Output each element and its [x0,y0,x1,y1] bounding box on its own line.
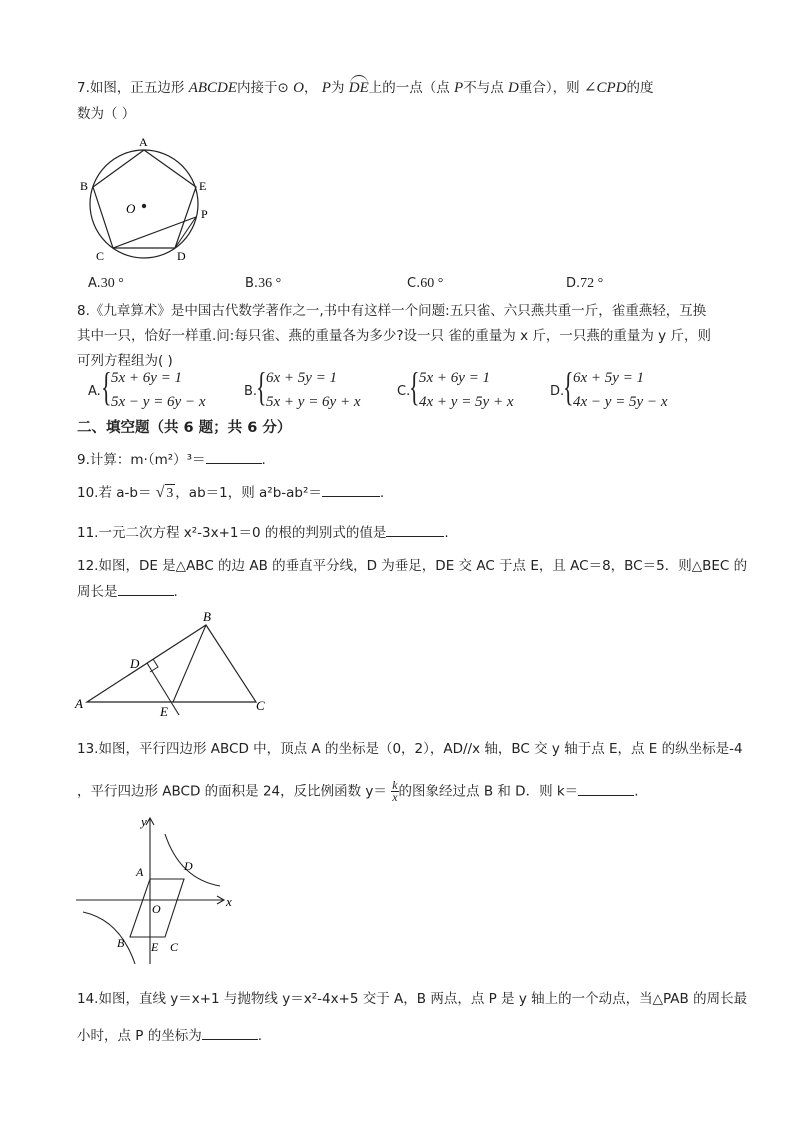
equation: 5x + 6y = 1 [419,370,491,386]
q7-number: 7. [77,80,90,96]
q12-line-1: 12.如图，DE 是△ABC 的边 AB 的垂直平分线，D 为垂足，DE 交 AC 于点 E，且 AC＝8，BC＝5．则△BEC 的 [77,558,748,574]
q7-option-b [245,276,281,292]
q7-label-d: D [177,249,186,263]
q13-end: . [634,783,639,800]
q7-option-d [566,276,603,292]
q13-fraction [391,780,398,803]
q13-answer-blank [578,783,634,796]
q7-point-d: D [508,80,519,96]
q13-label-c: C [170,940,179,954]
q7-text: ， [303,80,322,96]
q13-label-b: B [117,936,125,950]
q7-center-dot [142,204,146,208]
q13-hyperbola-branch-2 [83,912,135,964]
q9-text: 9.计算：m·（m²）³＝ [77,452,206,468]
q7-line-1 [77,79,653,97]
q7-line-2: 数为（ ） [77,106,136,122]
q14-line-2 [77,1027,262,1045]
q7-point-p: P [321,80,331,96]
q11-end: . [444,525,449,541]
q7-text: 上的一点（点 [368,80,455,96]
option-letter: D. [566,276,581,291]
q7-pentagon-figure [76,134,226,266]
q9-line [77,451,266,469]
q8-option-b-letter: B. [244,384,258,399]
equation: 5x + 6y = 1 [111,370,183,386]
q7-angle: ∠CPD [583,80,627,96]
q7-arc-de: DE [348,80,369,96]
q10-end: . [379,485,385,501]
q9-answer-blank [206,451,262,464]
q7-text: 的度 [626,80,654,96]
q7-label-c: C [96,249,105,263]
q14-answer-blank [202,1027,258,1040]
q7-segment-pd [175,217,196,248]
q13-label-y: y [141,814,147,829]
q7-label-a: A [139,135,148,149]
q7-point-p: P [454,80,464,96]
equation: 6x + 5y = 1 [573,370,645,386]
q7-text: 内接于⊙ [237,80,294,96]
q11-text: 11.一元二次方程 x²-3x+1＝0 的根的判别式的值是 [77,525,387,541]
q8-option-a-letter: A. [88,384,101,399]
equation: 6x + 5y = 1 [266,370,338,386]
q8-line-3: 可列方程组为( ) [77,353,173,369]
option-value: 30 ° [100,276,124,291]
q12-end: . [173,584,178,600]
q13-line-1: 13.如图，平行四边形 ABCD 中，顶点 A 的坐标是（0，2），AD//x 轴，BC 交 y 轴于点 E，点 E 的纵坐标是-4 [77,741,743,757]
q13-label-d: D [184,859,193,873]
q10-answer-blank [322,484,380,497]
q7-option-a [88,276,124,292]
frac-numerator: k [392,778,398,792]
q12-label-b: B [203,609,211,624]
q10-text: ，ab＝1，则 a²b-ab²＝ [175,485,322,501]
equation: 4x − y = 5y − x [573,394,668,410]
q12-line-2 [77,583,178,601]
frac-denominator: x [392,790,398,804]
q12-label-a: A [75,696,83,711]
equation: 5x + y = 6y + x [266,394,361,410]
q13-label-a: A [136,865,144,879]
q11-line [77,524,449,542]
q13-text: ，平行四边形 ABCD 的面积是 24，反比例函数 y＝ [77,783,392,800]
q11-answer-blank [386,524,444,537]
q12-label-e: E [160,704,168,719]
q7-label-e: E [199,179,207,193]
q7-label-p: P [201,207,208,221]
equation: 4x + y = 5y + x [419,394,514,410]
q7-segment-cp [113,217,196,248]
q13-label-x: x [226,894,232,909]
q7-pentagon-label: ABCDE [188,80,238,96]
q14-line-1: 14.如图，直线 y＝x+1 与抛物线 y＝x²-4x+5 交于 A，B 两点，点 P 是 y 轴上的一个动点，当△PAB 的周长最 [77,991,748,1007]
sqrt-icon: √ [155,484,165,501]
q13-line-2 [77,780,638,803]
option-value: 72 ° [580,276,604,291]
option-value: 60 ° [420,276,444,291]
q7-text: 不与点 [463,80,508,96]
q7-label-o: O [126,201,136,216]
option-letter: C. [407,276,421,291]
q7-circle-label: O [293,80,304,96]
q7-option-c [407,276,443,292]
q10-line [77,484,384,502]
q13-text: 的图象经过点 B 和 D．则 k＝ [398,783,579,800]
q8-line-2: 其中一只，恰好一样重.问:每只雀、燕的重量各为多少?设一只 雀的重量为 x 斤，一只燕的重量为 y 斤，则 [77,328,711,344]
q8-line-1: 8.《九章算术》是中国古代数学著作之一,书中有这样一个问题:五只雀、六只燕共重一斤，雀重燕轻，互换 [77,303,707,319]
q14-end: . [257,1028,263,1044]
q12-segment-be [173,625,206,702]
q12-text: 周长是 [77,584,118,600]
q13-label-o: O [152,902,161,916]
equation: 5x − y = 6y − x [111,394,206,410]
q9-end: . [261,452,266,468]
q7-text: 如图，正五边形 [89,80,189,96]
q8-option-d-letter: D. [550,384,565,399]
q13-coordinate-figure [70,812,240,972]
q12-label-d: D [130,656,140,671]
q7-text: 为 [330,80,349,96]
option-letter: B. [245,276,259,291]
q12-triangle-figure [70,608,280,720]
q12-answer-blank [118,583,174,596]
option-letter: A. [88,276,101,291]
section-title: 二、填空题（共 6 题；共 6 分） [77,420,292,436]
option-value: 36 ° [258,276,282,291]
q12-triangle [87,625,256,702]
q14-text: 小时，点 P 的坐标为 [77,1028,202,1044]
q8-option-c-letter: C. [397,384,411,399]
q7-label-b: B [80,179,89,193]
q10-text: 10.若 a-b＝ [77,485,156,501]
q10-radicand: 3 [166,485,174,500]
q12-label-c: C [256,698,265,713]
q7-text: 重合），则 [518,80,584,96]
q13-label-e: E [151,940,159,954]
